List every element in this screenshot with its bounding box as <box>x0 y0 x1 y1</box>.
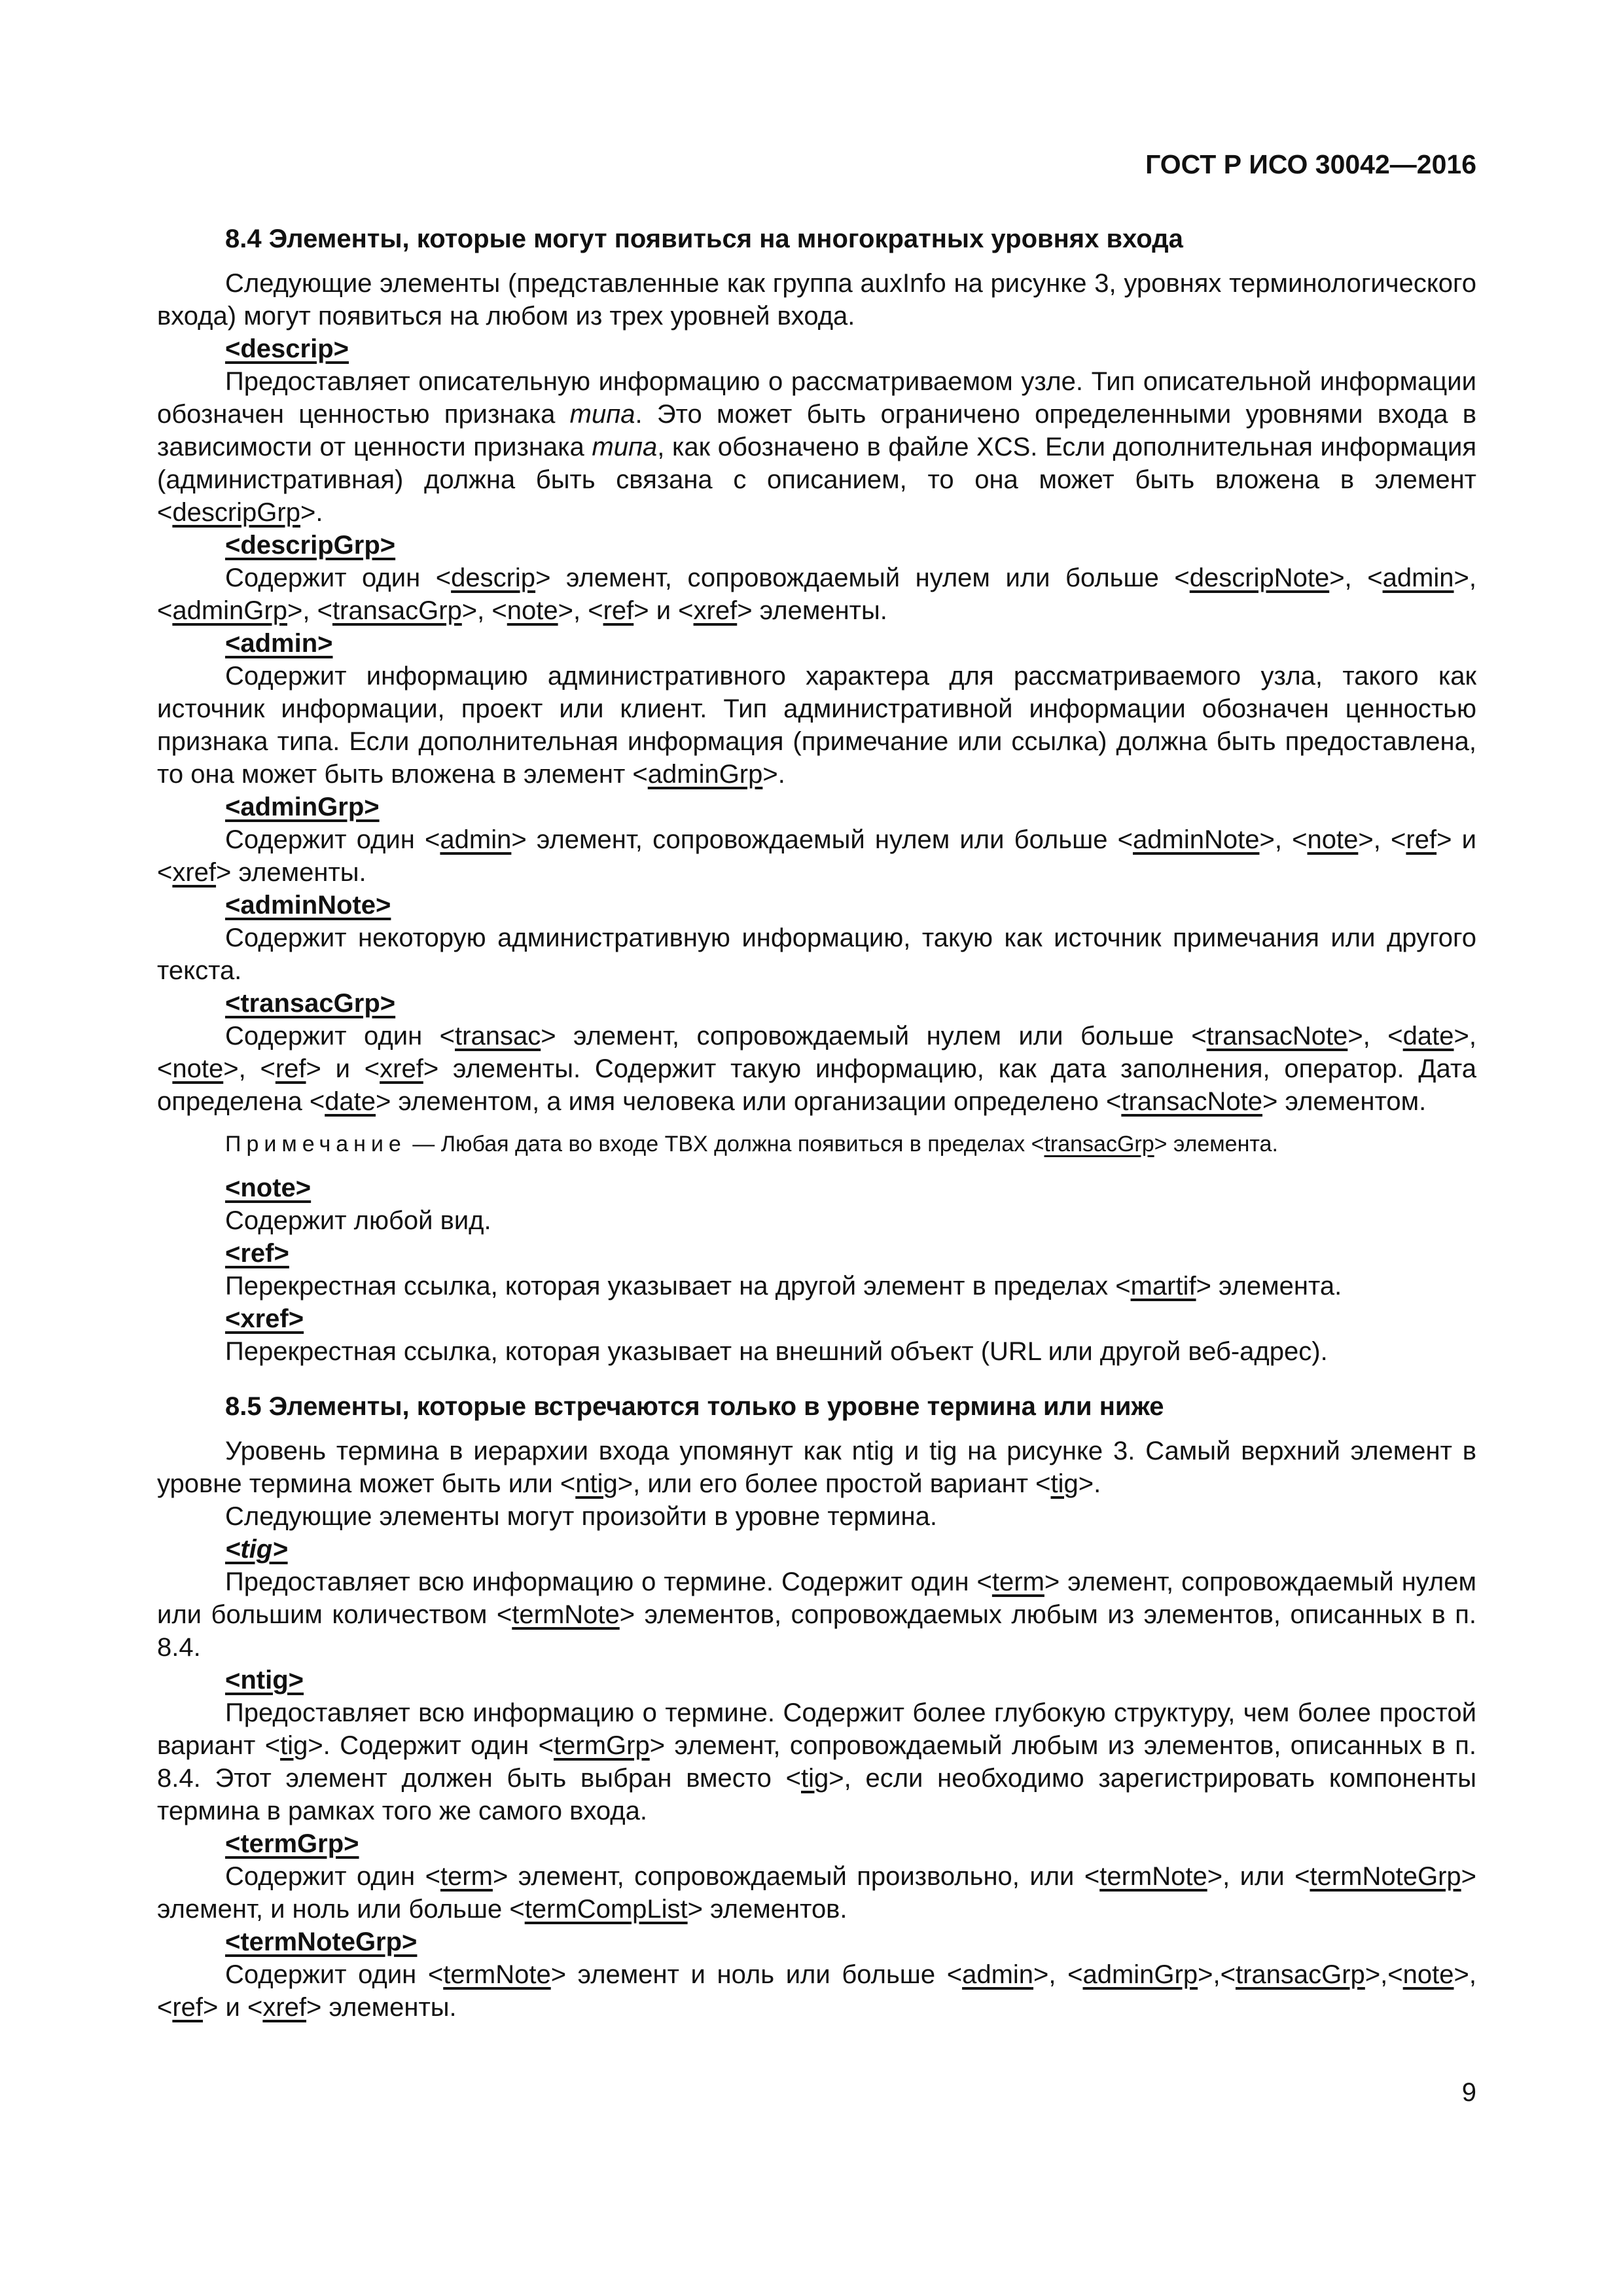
text-fragment: >, < <box>157 1022 1476 1083</box>
text-fragment: > и < <box>306 1054 380 1083</box>
element-reference: term <box>440 1862 493 1891</box>
text-fragment: >, если необходимо зарегистрировать компоненты термина в рамках того же самого входа. <box>157 1764 1476 1825</box>
element-term-adminnote <box>225 889 1476 922</box>
element-term-descrip <box>225 332 1476 365</box>
element-reference: adminGrp <box>172 596 287 625</box>
element-reference: note <box>1402 1960 1454 1989</box>
text-fragment: Перекрестная ссылка, которая указывает на другой элемент в пределах < <box>225 1272 1131 1300</box>
element-reference: termNote <box>443 1960 551 1989</box>
text-fragment: >, < <box>1033 1960 1083 1989</box>
element-description-tig <box>157 1566 1476 1664</box>
text-fragment: >, или его более простой вариант < <box>617 1469 1051 1498</box>
text-fragment: Предоставляет всю информацию о термине. Содержит более глубокую структуру, чем более простой вариант < <box>157 1698 1476 1760</box>
element-term-tig <box>225 1533 1476 1566</box>
text-fragment: >,< <box>1198 1960 1236 1989</box>
text-fragment: > элемент, сопровождаемый любым из элементов, описанных в п. 8.4. Этот элемент должен быть выбран вместо < <box>157 1731 1476 1793</box>
text-fragment: >, < <box>157 564 1477 625</box>
text-fragment: > элемент, сопровождаемый произвольно, или < <box>492 1862 1100 1891</box>
element-reference: ntig <box>575 1469 618 1498</box>
element-description-ref <box>157 1270 1476 1302</box>
text-fragment: > и < <box>633 596 694 625</box>
text-fragment: > элементов, сопровождаемых любым из элементов, описанных в п. 8.4. <box>157 1600 1476 1662</box>
text-fragment: Предоставляет всю информацию о термине. Содержит один < <box>225 1568 992 1596</box>
element-reference: descrip <box>451 564 536 592</box>
element-reference: xref <box>262 1993 307 2022</box>
element-reference: descripGrp <box>172 498 300 527</box>
text-fragment: > элементы. <box>306 1993 457 2022</box>
page-number: 9 <box>1461 2078 1476 2107</box>
element-reference: xref <box>693 596 738 625</box>
element-description-note: Содержит любой вид. <box>225 1206 491 1235</box>
text-fragment: Уровень термина в иерархии входа упомянут как ntig и tig на рисунке 3. Самый верхний элемент в уровне термина может быть или < <box>157 1437 1476 1498</box>
element-reference: martif <box>1130 1272 1196 1300</box>
text-fragment: >, < <box>1329 564 1383 592</box>
element-reference: transacNote <box>1206 1022 1348 1050</box>
text-fragment: , как обозначено в файле XCS. Если дополнительная информация (административная) должна быть связана с описанием, то она может быть вложена в элемент < <box>157 433 1477 527</box>
element-reference: termNote <box>1099 1862 1207 1891</box>
section-8-5-paragraph-1 <box>157 1435 1476 1500</box>
text-fragment: >. Содержит один < <box>308 1731 554 1760</box>
element-reference: transacNote <box>1121 1087 1263 1116</box>
element-description-admin <box>157 660 1476 791</box>
text-fragment: >, или < <box>1207 1862 1310 1891</box>
text-fragment: Содержит один < <box>225 1960 444 1989</box>
text-fragment: <ntig> <box>225 1666 304 1695</box>
element-reference: admin <box>440 825 512 854</box>
element-description-admingrp <box>157 823 1476 889</box>
element-reference: ref <box>172 1993 204 2022</box>
text-fragment: >, < <box>223 1054 276 1083</box>
element-reference: term <box>991 1568 1044 1596</box>
element-reference: adminNote <box>1133 825 1260 854</box>
text-fragment: >. <box>300 498 323 527</box>
text-fragment: > и < <box>157 825 1476 887</box>
element-reference: note <box>172 1054 224 1083</box>
page-content <box>157 223 1476 2024</box>
element-term-termgrp <box>225 1827 1476 1860</box>
text-fragment: > элемента. <box>1196 1272 1342 1300</box>
element-reference: termGrp <box>554 1731 650 1760</box>
text-fragment: >. <box>1078 1469 1101 1498</box>
element-reference: xref <box>172 858 217 887</box>
text-fragment: > элемент и ноль или больше < <box>550 1960 963 1989</box>
element-term-transacgrp <box>225 987 1476 1020</box>
text-fragment: >, < <box>461 596 507 625</box>
standard-designation: ГОСТ Р ИСО 30042—2016 <box>1145 149 1476 179</box>
element-term-descripgrp <box>225 529 1476 562</box>
text-fragment: > элемент, сопровождаемый нулем или больше < <box>511 825 1133 854</box>
text-fragment: > элемент, и ноль или больше < <box>157 1862 1477 1924</box>
element-reference: admin <box>962 1960 1034 1989</box>
element-reference: admin <box>1382 564 1454 592</box>
element-term-admingrp <box>225 791 1476 823</box>
text-fragment: <ref> <box>225 1239 289 1268</box>
element-reference: xref <box>380 1054 423 1083</box>
text-fragment: <transacGrp> <box>225 989 396 1018</box>
text-fragment: <tig> <box>225 1535 288 1564</box>
section-8-4-intro: Следующие элементы (представленные как группа auxInfo на рисунке 3, уровнях терминологического входа) могут появиться на любом из трех уровней входа. <box>157 269 1476 331</box>
element-description-ntig <box>157 1696 1476 1827</box>
text-fragment: > элемент, сопровождаемый нулем или больше < <box>541 1022 1207 1050</box>
element-reference: tig <box>1050 1469 1079 1498</box>
section-heading-8-5: 8.5 Элементы, которые встречаются только в уровне термина или ниже <box>225 1392 1164 1421</box>
element-term-note <box>225 1172 1476 1204</box>
text-fragment: > элементы. <box>737 596 887 625</box>
text-fragment: >, < <box>157 1960 1476 2022</box>
element-reference: transacGrp <box>1235 1960 1365 1989</box>
text-fragment: > элемент, сопровождаемый нулем или больше < <box>535 564 1190 592</box>
text-fragment: Содержит один < <box>225 825 440 854</box>
text-fragment: >,< <box>1364 1960 1403 1989</box>
element-reference: note <box>507 596 558 625</box>
text-fragment: Содержит один < <box>225 1862 440 1891</box>
element-reference: ref <box>275 1054 306 1083</box>
element-reference: ref <box>603 596 634 625</box>
element-reference: termNoteGrp <box>1310 1862 1461 1891</box>
text-fragment: Содержит информацию административного характера для рассматриваемого узла, такого как источник информации, проект или клиент. Тип административной информации обозначен ценностью признака типа. Если дополнительная информация (примечание или ссылка) должна быть предоставлена, то она может быть вложена в элемент < <box>157 662 1476 789</box>
element-description-transacgrp <box>157 1020 1476 1118</box>
text-fragment: >, < <box>1347 1022 1403 1050</box>
text-fragment: > элементом. <box>1262 1087 1427 1116</box>
element-reference: ref <box>1406 825 1437 854</box>
text-fragment: Предоставляет описательную информацию о рассматриваемом узле. Тип описательной информации обозначен ценностью признака <box>157 367 1476 429</box>
element-reference: termCompList <box>524 1895 688 1924</box>
element-description-adminnote: Содержит некоторую административную информацию, такую как источник примечания или другого текста. <box>157 924 1476 985</box>
text-fragment: > элемент, сопровождаемый нулем или большим количеством < <box>157 1568 1476 1629</box>
text-fragment: <descripGrp> <box>225 531 396 560</box>
element-reference: date <box>325 1087 376 1116</box>
text-fragment: > элементы. <box>216 858 366 887</box>
text-fragment: типа <box>592 433 658 461</box>
element-description-termgrp <box>157 1860 1476 1926</box>
text-fragment: >. <box>762 760 785 789</box>
text-fragment: <adminNote> <box>225 891 391 920</box>
text-fragment: <admin> <box>225 629 333 658</box>
section-heading-8-4: 8.4 Элементы, которые могут появиться на многократных уровнях входа <box>225 224 1183 253</box>
element-term-xref <box>225 1302 1476 1335</box>
text-fragment: > элемента. <box>1154 1132 1278 1157</box>
text-fragment: >, < <box>558 596 603 625</box>
element-reference: transacGrp <box>332 596 462 625</box>
element-reference: adminGrp <box>1082 1960 1198 1989</box>
text-fragment: >, < <box>287 596 332 625</box>
element-description-termnotegrp <box>157 1958 1476 2024</box>
element-term-ntig <box>225 1664 1476 1696</box>
text-fragment: — Любая дата во входе TBX должна появиться в пределах < <box>406 1132 1044 1157</box>
element-reference: tig <box>280 1731 308 1760</box>
text-fragment: . Это может быть ограничено определенными уровнями входа в зависимости от ценности признака <box>157 400 1477 461</box>
text-fragment: <termNoteGrp> <box>225 1928 418 1956</box>
element-reference: termNote <box>512 1600 620 1629</box>
text-fragment: Содержит один < <box>225 564 452 592</box>
element-reference: transac <box>455 1022 541 1050</box>
note-label: Примечание <box>225 1132 406 1157</box>
text-fragment: >, < <box>1259 825 1308 854</box>
element-reference: note <box>1307 825 1359 854</box>
text-fragment: <note> <box>225 1174 312 1202</box>
text-fragment: > и < <box>203 1993 263 2022</box>
element-description-descrip <box>157 365 1476 529</box>
element-reference: transacGrp <box>1044 1132 1154 1157</box>
element-reference: descripNote <box>1189 564 1330 592</box>
element-reference: date <box>1402 1022 1454 1050</box>
text-fragment: > элементов. <box>687 1895 847 1924</box>
text-fragment: > элементом, а имя человека или организации определено < <box>376 1087 1122 1116</box>
text-fragment: <termGrp> <box>225 1829 359 1858</box>
text-fragment: > элементы. Содержит такую информацию, как дата заполнения, оператор. Дата определена < <box>157 1054 1476 1116</box>
text-fragment: <adminGrp> <box>225 793 380 821</box>
element-term-ref <box>225 1237 1476 1270</box>
note-block <box>225 1130 1476 1158</box>
element-description-descripgrp <box>157 562 1476 627</box>
element-reference: tig <box>801 1764 829 1793</box>
text-fragment: Содержит один < <box>225 1022 455 1050</box>
element-term-admin <box>225 627 1476 660</box>
element-reference: adminGrp <box>647 760 763 789</box>
text-fragment: <descrip> <box>225 334 349 363</box>
section-8-5-paragraph-2: Следующие элементы могут произойти в уровне термина. <box>225 1502 937 1531</box>
text-fragment: типа <box>569 400 635 429</box>
text-fragment: >, < <box>1358 825 1406 854</box>
element-description-xref: Перекрестная ссылка, которая указывает на внешний объект (URL или другой веб-адрес). <box>225 1337 1328 1366</box>
text-fragment: <xref> <box>225 1304 304 1333</box>
element-term-termnotegrp <box>225 1926 1476 1958</box>
